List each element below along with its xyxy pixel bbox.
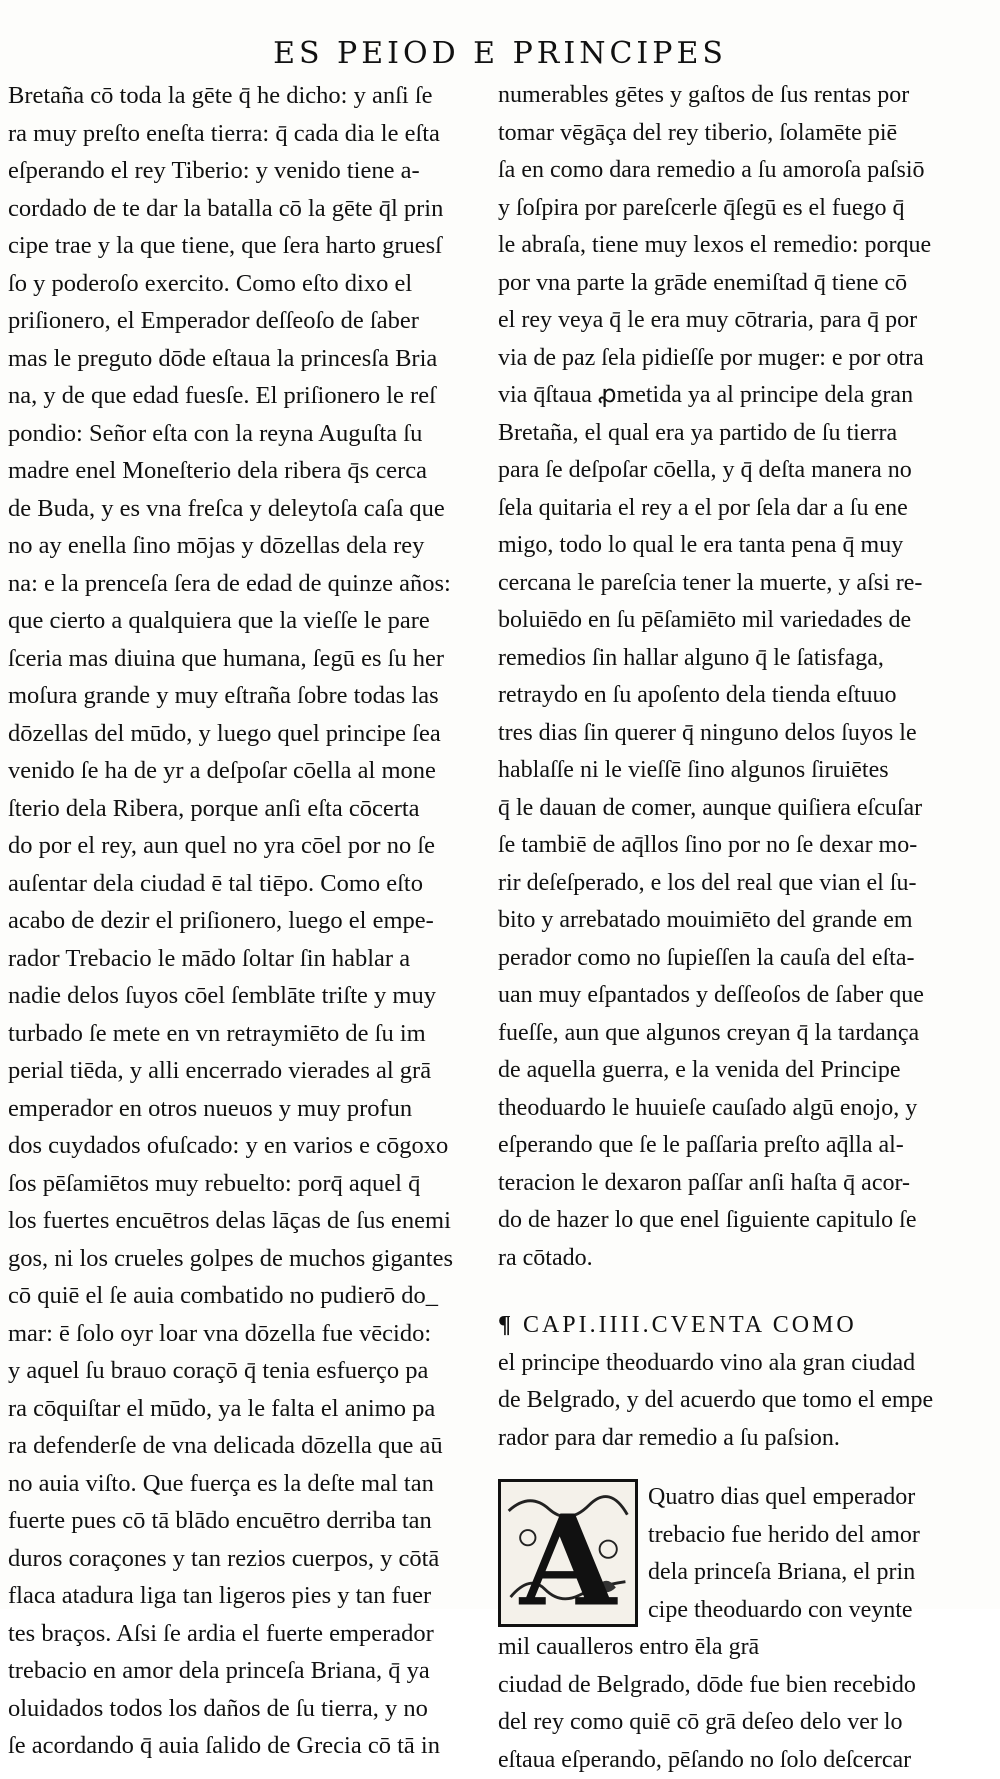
text-line: del rey como quiē cō grā deſeo delo ver lo	[498, 1704, 964, 1742]
left-column	[8, 77, 478, 1765]
text-line: cercana le pareſcia tener la muerte, y aſsi re-	[498, 565, 964, 603]
text-line: ſe acordando q̄ auia ſalido de Grecia cō tā in	[8, 1727, 478, 1765]
text-line: ra cōtado.	[498, 1240, 964, 1278]
text-line: trebacio fue herido del amor	[648, 1517, 964, 1555]
text-line: via de paz ſela pidieſſe por muger: e por otra	[498, 340, 964, 378]
text-line: dela princeſa Briana, el prin	[648, 1554, 964, 1592]
right-column	[498, 77, 964, 1779]
text-line: tomar vēgāça del rey tiberio, ſolamēte piē	[498, 115, 964, 153]
text-line: retraydo en ſu apoſento dela tienda eſtuuo	[498, 677, 964, 715]
chapter-title: CAPI.IIII.CVENTA COMO	[523, 1312, 857, 1338]
text-line: rador Trebacio le mādo ſoltar ſin hablar a	[8, 940, 478, 978]
text-line: auſentar dela ciudad ē tal tiēpo. Como eſto	[8, 865, 478, 903]
chapter-heading	[498, 1307, 964, 1345]
text-line: los fuertes encuētros delas lāças de ſus enemi	[8, 1202, 478, 1240]
decorated-initial-letter	[498, 1479, 638, 1627]
text-line: na, y de que edad fuesſe. El priſionero le reſ	[8, 377, 478, 415]
text-line: cipe trae y la que tiene, que ſera harto gruesſ	[8, 227, 478, 265]
text-line: fuerte pues cō tā blādo encuētro derriba tan	[8, 1502, 478, 1540]
text-line: mil caualleros entro ēla grā	[498, 1629, 964, 1667]
text-line: no ay enella ſino mōjas y dōzellas dela rey	[8, 527, 478, 565]
text-line: para ſe deſpoſar cōella, y q̄ deſta manera no	[498, 452, 964, 490]
text-line: na: e la prenceſa ſera de edad de quinze años:	[8, 565, 478, 603]
text-line: madre enel Moneſterio dela ribera q̄s cerca	[8, 452, 478, 490]
text-line: ra defenderſe de vna delicada dōzella que aū	[8, 1427, 478, 1465]
text-line: mar: ē ſolo oyr loar vna dōzella fue vēcido:	[8, 1315, 478, 1353]
text-line: fueſſe, aun que algunos creyan q̄ la tardança	[498, 1015, 964, 1053]
text-line: priſionero, el Emperador deſſeoſo de ſaber	[8, 302, 478, 340]
text-line: numerables gētes y gaſtos de ſus rentas por	[498, 77, 964, 115]
text-line: por vna parte la grāde enemiſtad q̄ tiene cō	[498, 265, 964, 303]
text-line: ſa en como dara remedio a ſu amoroſa paſsiō	[498, 152, 964, 190]
text-line: duros coraçones y tan rezios cuerpos, y cōtā	[8, 1540, 478, 1578]
initial-continuation	[498, 1629, 964, 1779]
text-line: eſperando el rey Tiberio: y venido tiene a-	[8, 152, 478, 190]
text-line: perador como no ſupieſſen la cauſa del eſta-	[498, 940, 964, 978]
text-line: cō quiē el ſe auia combatido no pudierō do_	[8, 1277, 478, 1315]
text-line: eſperando que ſe le paſſaria preſto aq̄lla al-	[498, 1127, 964, 1165]
text-line: via q̄ſtaua ꝓmetida ya al principe dela gran	[498, 377, 964, 415]
text-line: Quatro dias quel emperador	[648, 1479, 964, 1517]
text-line: ra cōquiſtar el mūdo, ya le falta el animo pa	[8, 1390, 478, 1428]
text-line: ciudad de Belgrado, dōde fue bien recebido	[498, 1667, 964, 1705]
text-line: Bretaña, el qual era ya partido de ſu tierra	[498, 415, 964, 453]
text-line: perial tiēda, y alli encerrado vierades al grā	[8, 1052, 478, 1090]
ornament-initial-icon	[501, 1482, 635, 1624]
text-line: cordado de te dar la batalla cō la gēte q̄l prin	[8, 190, 478, 228]
text-line: uan muy eſpantados y deſſeoſos de ſaber que	[498, 977, 964, 1015]
text-line: nadie delos ſuyos cōel ſemblāte triſte y muy	[8, 977, 478, 1015]
right-column-body	[498, 77, 964, 1277]
initial-side-text	[648, 1479, 964, 1629]
pilcrow-mark: ¶	[498, 1312, 514, 1338]
text-line: tes braços. Aſsi ſe ardia el fuerte emperador	[8, 1615, 478, 1653]
text-line: boluiēdo en ſu pēſamiēto mil variedades de	[498, 602, 964, 640]
text-line: teracion le dexaron paſſar anſi haſta q̄ acor-	[498, 1165, 964, 1203]
text-line: ſterio dela Ribera, porque anſi eſta cōcerta	[8, 790, 478, 828]
text-line: el principe theoduardo vino ala gran ciudad	[498, 1345, 964, 1383]
text-line: el rey veya q̄ le era muy cōtraria, para q̄ por	[498, 302, 964, 340]
running-header: ES PEIOD E PRINCIPES	[0, 36, 1000, 71]
text-line: ſe tambiē de aq̄llos ſino por no ſe dexar mo-	[498, 827, 964, 865]
text-line: trebacio en amor dela princeſa Briana, q̄ ya	[8, 1652, 478, 1690]
text-line: ſos pēſamiētos muy rebuelto: porq̄ aquel q̄	[8, 1165, 478, 1203]
text-line: flaca atadura liga tan ligeros pies y tan fuer	[8, 1577, 478, 1615]
text-line: gos, ni los crueles golpes de muchos gigantes	[8, 1240, 478, 1278]
text-line: tres dias ſin querer q̄ ninguno delos ſuyos le	[498, 715, 964, 753]
text-line: do por el rey, aun quel no yra cōel por no ſe	[8, 827, 478, 865]
text-line: cipe theoduardo con veynte	[648, 1592, 964, 1630]
text-line: ra muy preſto eneſta tierra: q̄ cada dia le eſta	[8, 115, 478, 153]
text-line: ſo y poderoſo exercito. Como eſto dixo el	[8, 265, 478, 303]
text-line: dos cuydados ofuſcado: y en varios e cōgoxo	[8, 1127, 478, 1165]
text-line: eſtaua eſperando, pēſando no ſolo deſcercar	[498, 1742, 964, 1779]
text-line: emperador en otros nueuos y muy profun	[8, 1090, 478, 1128]
text-line: no auia viſto. Que fuerça es la deſte mal tan	[8, 1465, 478, 1503]
text-line: le abraſa, tiene muy lexos el remedio: porque	[498, 227, 964, 265]
text-line: turbado ſe mete en vn retraymiēto de ſu im	[8, 1015, 478, 1053]
text-line: Bretaña cō toda la gēte q̄ he dicho: y anſi ſe	[8, 77, 478, 115]
text-line: que cierto a qualquiera que la vieſſe le pare	[8, 602, 478, 640]
text-line: migo, todo lo qual le era tanta pena q̄ muy	[498, 527, 964, 565]
text-line: de Buda, y es vna freſca y deleytoſa caſa que	[8, 490, 478, 528]
initial-glyph: A	[519, 1489, 618, 1635]
text-line: hablaſſe ni le vieſſē ſino algunos ſiruiētes	[498, 752, 964, 790]
text-line: rir deſeſperado, e los del real que vian el ſu-	[498, 865, 964, 903]
text-line: bito y arrebatado mouimiēto del grande em	[498, 902, 964, 940]
text-line: y aquel ſu brauo coraçō q̄ tenia esfuerço pa	[8, 1352, 478, 1390]
text-line: do de hazer lo que enel ſiguiente capitulo ſe	[498, 1202, 964, 1240]
text-line: moſura grande y muy eſtraña ſobre todas las	[8, 677, 478, 715]
text-line: remedios ſin hallar alguno q̄ le ſatisfaga,	[498, 640, 964, 678]
chapter-summary	[498, 1345, 964, 1458]
text-line: y ſoſpira por pareſcerle q̄ſegū es el fuego q̄	[498, 190, 964, 228]
text-line: q̄ le dauan de comer, aunque quiſiera eſcuſar	[498, 790, 964, 828]
text-line: de Belgrado, y del acuerdo que tomo el empe	[498, 1382, 964, 1420]
text-line: mas le preguto dōde eſtaua la princesſa Bria	[8, 340, 478, 378]
initial-paragraph	[498, 1479, 964, 1629]
text-line: rador para dar remedio a ſu paſsion.	[498, 1420, 964, 1458]
text-line: pondio: Señor eſta con la reyna Auguſta ſu	[8, 415, 478, 453]
text-line: oluidados todos los daños de ſu tierra, y no	[8, 1690, 478, 1728]
text-line: dōzellas del mūdo, y luego quel principe ſea	[8, 715, 478, 753]
text-line: acabo de dezir el priſionero, luego el empe-	[8, 902, 478, 940]
text-line: theoduardo le huuieſe cauſado algū enojo, y	[498, 1090, 964, 1128]
text-line: ſela quitaria el rey a el por ſela dar a ſu ene	[498, 490, 964, 528]
text-line: de aquella guerra, e la venida del Principe	[498, 1052, 964, 1090]
text-line: venido ſe ha de yr a deſpoſar cōella al mone	[8, 752, 478, 790]
text-line: ſceria mas diuina que humana, ſegū es ſu her	[8, 640, 478, 678]
